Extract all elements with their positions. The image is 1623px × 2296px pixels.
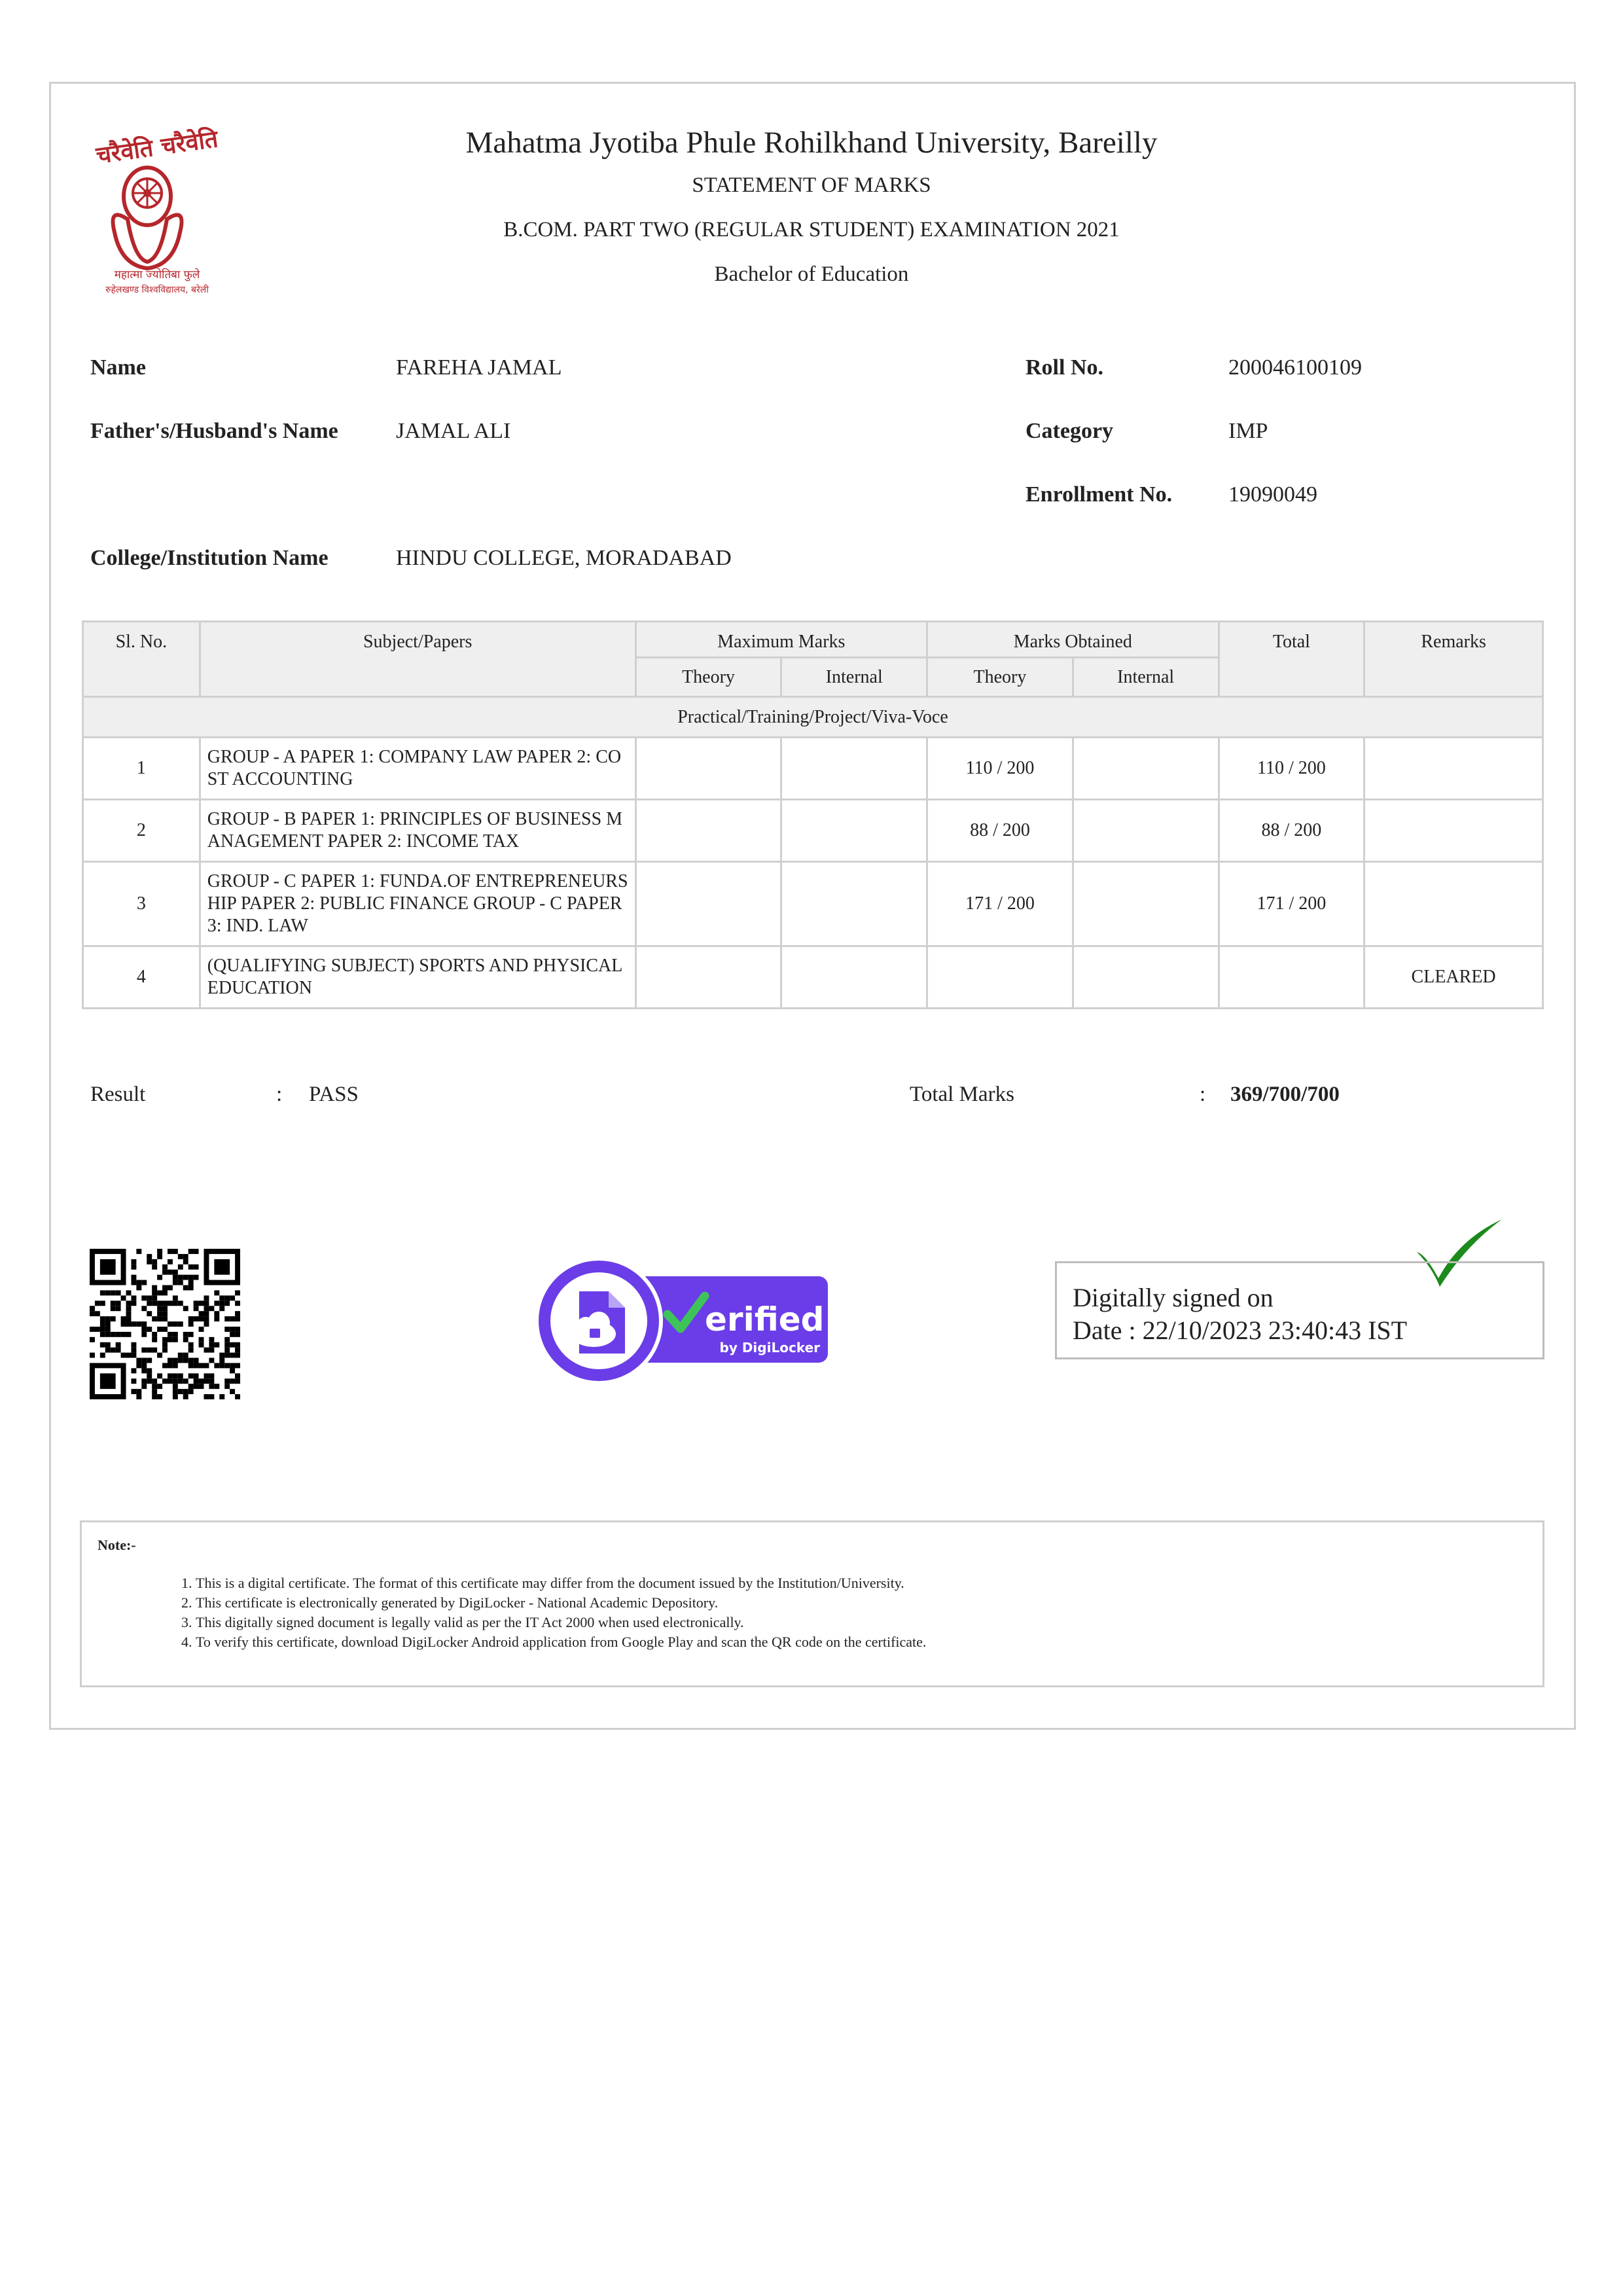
col-header-remarks: Remarks [1364, 622, 1543, 697]
verified-by-digilocker-badge [533, 1255, 829, 1386]
row-max-internal [781, 946, 927, 1009]
row-remarks [1364, 862, 1543, 946]
table-row [83, 800, 1543, 862]
row-obt-theory: 171 / 200 [927, 862, 1073, 946]
col-header-obt-theory: Theory [927, 658, 1073, 697]
row-sl: 3 [83, 862, 200, 946]
row-remarks [1364, 738, 1543, 800]
row-max-internal [781, 738, 927, 800]
row-remarks [1364, 800, 1543, 862]
total-marks-separator: : [1200, 1083, 1206, 1106]
row-total [1219, 946, 1364, 1009]
row-max-theory [635, 946, 781, 1009]
father-label: Father's/Husband's Name [90, 419, 338, 443]
row-subject: GROUP - A PAPER 1: COMPANY LAW PAPER 2: COST ACCOUNTING [200, 738, 635, 800]
row-obt-internal [1073, 862, 1219, 946]
row-subject: GROUP - C PAPER 1: FUNDA.OF ENTREPRENEURSHIP PAPER 2: PUBLIC FINANCE GROUP - C PAPER 3: IND. LAW [200, 862, 635, 946]
row-sl: 1 [83, 738, 200, 800]
row-total: 110 / 200 [1219, 738, 1364, 800]
roll-label: Roll No. [1026, 355, 1103, 380]
row-max-theory [635, 738, 781, 800]
category-value: IMP [1228, 419, 1268, 443]
qr-code-icon[interactable] [90, 1249, 240, 1399]
roll-number: 200046100109 [1228, 355, 1362, 380]
course-name: Bachelor of Education [714, 262, 909, 286]
exam-title: B.COM. PART TWO (REGULAR STUDENT) EXAMINATION 2021 [503, 218, 1120, 242]
row-obt-theory [927, 946, 1073, 1009]
college-name: HINDU COLLEGE, MORADABAD [396, 546, 732, 570]
badge-subtext: by DigiLocker [719, 1340, 820, 1355]
document-header [366, 121, 1257, 290]
logo-caption-2: रुहेलखण्ड विश्वविद्यालय, बरेली [105, 285, 209, 295]
col-header-sl: Sl. No. [83, 622, 200, 697]
table-row [83, 738, 1543, 800]
row-total: 88 / 200 [1219, 800, 1364, 862]
note-item: 2. This certificate is electronically generated by DigiLocker - National Academic Depository. [196, 1593, 1527, 1613]
enrollment-label: Enrollment No. [1026, 482, 1173, 507]
row-obt-internal [1073, 946, 1219, 1009]
notes-box [80, 1520, 1544, 1687]
result-separator: : [276, 1083, 283, 1106]
signed-line-1: Digitally signed on [1073, 1283, 1274, 1312]
enrollment-number: 19090049 [1228, 482, 1317, 507]
total-marks-label: Total Marks [910, 1083, 1014, 1106]
university-name: Mahatma Jyotiba Phule Rohilkhand University, Bareilly [465, 126, 1158, 160]
digital-signature-box [1055, 1261, 1544, 1359]
note-item: 4. To verify this certificate, download DigiLocker Android application from Google Play and scan the QR code on the certificate. [196, 1632, 1527, 1652]
badge-text: erified [705, 1300, 825, 1338]
notes-list [196, 1573, 1527, 1652]
result-value: PASS [309, 1083, 359, 1106]
row-obt-internal [1073, 800, 1219, 862]
col-header-total: Total [1219, 622, 1364, 697]
table-row [83, 862, 1543, 946]
father-name: JAMAL ALI [396, 419, 511, 443]
row-subject: GROUP - B PAPER 1: PRINCIPLES OF BUSINESS MANAGEMENT PAPER 2: INCOME TAX [200, 800, 635, 862]
note-item: 1. This is a digital certificate. The format of this certificate may differ from the document issued by the Institution/University. [196, 1573, 1527, 1593]
row-sl: 4 [83, 946, 200, 1009]
col-header-max-theory: Theory [635, 658, 781, 697]
marks-table [82, 620, 1544, 1009]
row-total: 171 / 200 [1219, 862, 1364, 946]
col-header-max-internal: Internal [781, 658, 927, 697]
notes-title: Note:- [98, 1537, 136, 1553]
row-obt-theory: 88 / 200 [927, 800, 1073, 862]
row-max-theory [635, 862, 781, 946]
row-max-internal [781, 800, 927, 862]
row-max-internal [781, 862, 927, 946]
logo-caption-1: महात्मा ज्योतिबा फुले [114, 268, 200, 281]
table-row [83, 946, 1543, 1009]
note-item: 3. This digitally signed document is legally valid as per the IT Act 2000 when used electronically. [196, 1613, 1527, 1632]
university-seal-icon [88, 121, 226, 298]
col-header-subject: Subject/Papers [200, 622, 635, 697]
row-obt-internal [1073, 738, 1219, 800]
col-header-max-marks: Maximum Marks [635, 622, 927, 658]
category-label: Category [1026, 419, 1114, 443]
result-label: Result [90, 1083, 146, 1106]
total-marks-value: 369/700/700 [1230, 1083, 1340, 1106]
row-max-theory [635, 800, 781, 862]
practical-row [83, 697, 1543, 738]
name-label: Name [90, 355, 146, 380]
college-label: College/Institution Name [90, 546, 329, 570]
student-name: FAREHA JAMAL [396, 355, 562, 380]
signed-date: Date : 22/10/2023 23:40:43 IST [1073, 1316, 1408, 1345]
row-subject: (QUALIFYING SUBJECT) SPORTS AND PHYSICAL EDUCATION [200, 946, 635, 1009]
statement-title: STATEMENT OF MARKS [692, 173, 931, 197]
practical-row-label: Practical/Training/Project/Viva-Voce [83, 697, 1543, 738]
logo-motto: चरैवेति चरैवेति [94, 126, 220, 170]
row-sl: 2 [83, 800, 200, 862]
row-remarks: CLEARED [1364, 946, 1543, 1009]
col-header-marks-obtained: Marks Obtained [927, 622, 1219, 658]
col-header-obt-internal: Internal [1073, 658, 1219, 697]
row-obt-theory: 110 / 200 [927, 738, 1073, 800]
